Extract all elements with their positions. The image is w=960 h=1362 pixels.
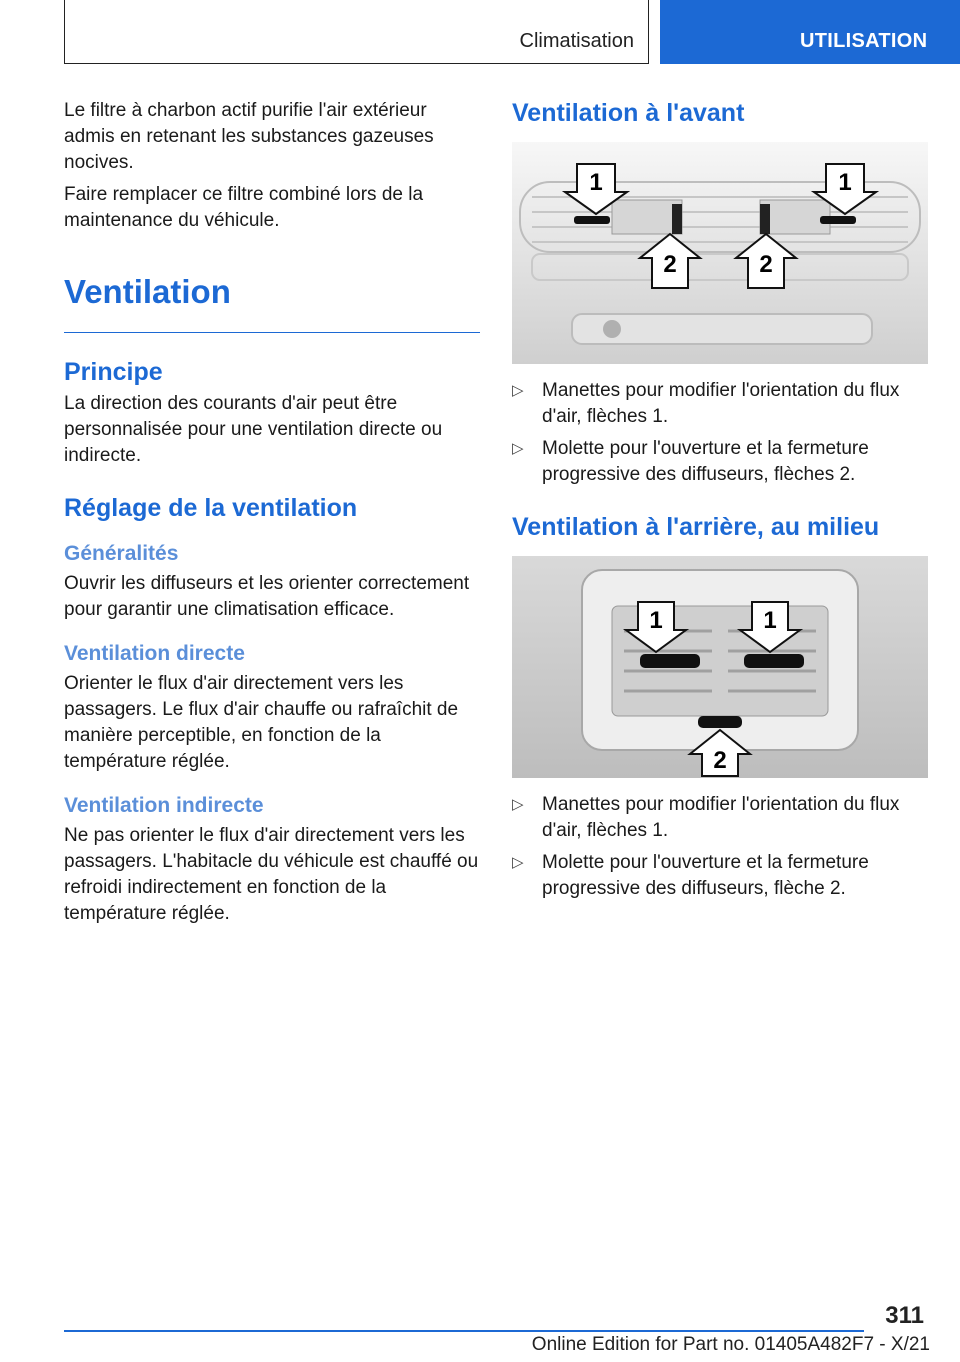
right-column — [512, 98, 928, 908]
principe-heading: Principe — [64, 358, 163, 386]
callout-label: 2 — [759, 251, 773, 278]
intro-paragraph-2: Faire remplacer ce filtre combiné lors de la maintenance du véhicule. — [64, 184, 424, 231]
front-vents-figure — [512, 142, 928, 364]
callout-label: 1 — [649, 607, 663, 634]
indirecte-text: Ne pas orienter le flux d'air directement vers les passagers. L'habitacle du véhicule est chauffé ou refroidi indirectement en fonction de la température réglée. — [64, 825, 479, 924]
arriere-heading: Ventilation à l'arrière, au milieu — [512, 513, 880, 541]
list-item — [512, 436, 928, 488]
directe-text: Orienter le flux d'air directement vers les passagers. Le flux d'air chauffe ou rafraîchit de manière perceptible, en fonction de la température réglée. — [64, 673, 459, 772]
wheel-left — [672, 204, 682, 234]
page-number: 311 — [885, 1302, 924, 1329]
callout-label: 2 — [663, 251, 677, 278]
list-item — [512, 378, 928, 430]
rear-wheel — [698, 716, 742, 728]
rear-tab-left — [640, 654, 700, 668]
list-item-text: Manettes pour modifier l'orientation du flux d'air, flèches 1. — [542, 380, 900, 427]
triangle-bullet-icon: ▷ — [512, 382, 524, 399]
triangle-bullet-icon: ▷ — [512, 854, 524, 871]
footer-divider — [64, 1330, 864, 1332]
avant-list — [512, 378, 928, 488]
directe-heading: Ventilation directe — [64, 642, 245, 665]
avant-heading: Ventilation à l'avant — [512, 99, 745, 127]
left-column — [64, 98, 480, 933]
reglage-heading: Réglage de la ventilation — [64, 494, 358, 522]
section-title: Climatisation — [519, 30, 634, 52]
tab-right — [820, 216, 856, 224]
wheel-right — [760, 204, 770, 234]
triangle-bullet-icon: ▷ — [512, 440, 524, 457]
principe-text: La direction des courants d'air peut être personnalisée pour une ventilation directe ou indirecte. — [64, 393, 443, 466]
triangle-bullet-icon: ▷ — [512, 796, 524, 813]
rear-vents-figure — [512, 556, 928, 778]
list-item — [512, 850, 928, 902]
vent-left — [612, 200, 682, 234]
vent-right — [760, 200, 830, 234]
callout-label: 1 — [589, 169, 603, 196]
list-item-text: Manettes pour modifier l'orientation du flux d'air, flèches 1. — [542, 794, 900, 841]
arriere-list — [512, 792, 928, 902]
list-item — [512, 792, 928, 844]
tab-left — [574, 216, 610, 224]
list-item-text: Molette pour l'ouverture et la fermeture progressive des diffuseurs, flèches 2. — [542, 438, 869, 485]
header-box — [64, 0, 649, 64]
chapter-heading: Ventilation — [64, 272, 480, 333]
callout-label: 1 — [763, 607, 777, 634]
rear-tab-right — [744, 654, 804, 668]
chapter-tab — [660, 0, 960, 64]
knob-icon — [603, 320, 621, 338]
callout-label: 1 — [838, 169, 852, 196]
list-item-text: Molette pour l'ouverture et la fermeture progressive des diffuseurs, flèche 2. — [542, 852, 869, 899]
intro-paragraph-1: Le filtre à charbon actif purifie l'air extérieur admis en retenant les substances gazeuses nocives. — [64, 100, 434, 173]
chapter-tab-label: UTILISATION — [800, 30, 928, 52]
generalites-heading: Généralités — [64, 542, 179, 565]
callout-label: 2 — [713, 747, 727, 774]
edition-note: Online Edition for Part no. 01405A482F7 - X/21 — [531, 1334, 930, 1355]
indirecte-heading: Ventilation indirecte — [64, 794, 264, 817]
generalites-text: Ouvrir les diffuseurs et les orienter correctement pour garantir une climatisation efficace. — [64, 573, 470, 620]
